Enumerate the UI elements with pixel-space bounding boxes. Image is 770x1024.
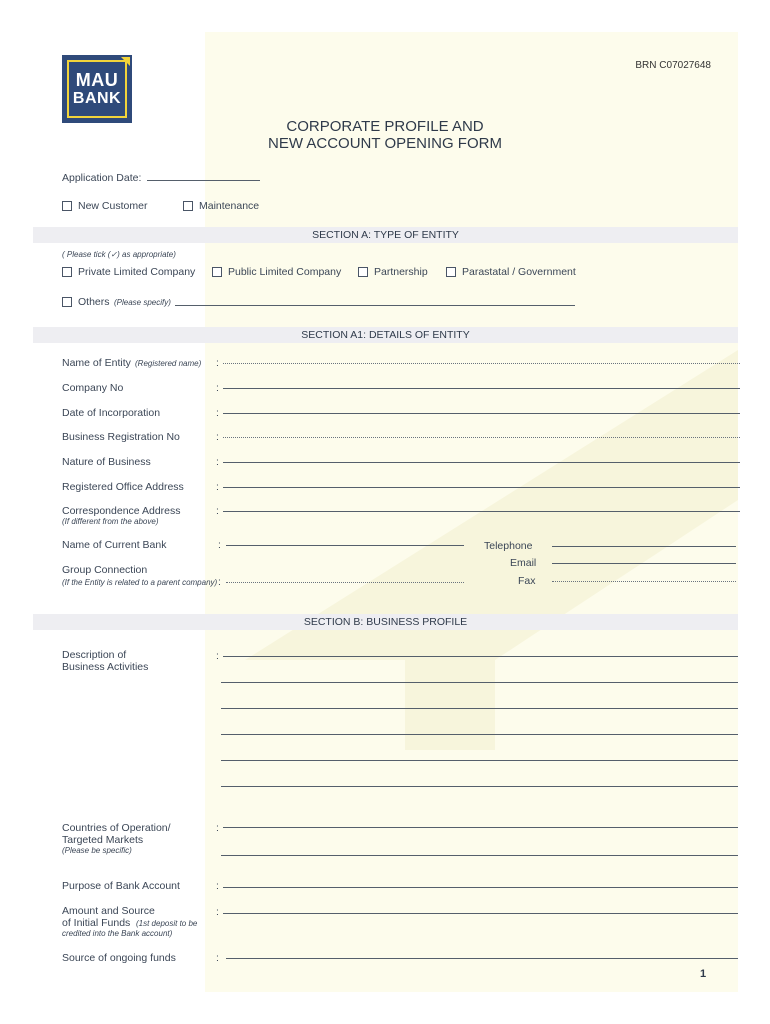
colon: : [216, 952, 219, 964]
email-field[interactable] [552, 563, 736, 564]
purpose-field[interactable] [223, 887, 738, 888]
colon: : [216, 481, 219, 493]
description-field-line4[interactable] [221, 734, 738, 735]
maintenance-checkbox[interactable] [183, 201, 193, 211]
form-title-line1: CORPORATE PROFILE AND [286, 118, 484, 135]
section-a-heading: SECTION A: TYPE OF ENTITY [33, 227, 738, 243]
colon: : [216, 382, 219, 394]
description-field-line3[interactable] [221, 708, 738, 709]
description-label-line1: Description of [62, 649, 127, 661]
others-checkbox[interactable] [62, 297, 72, 307]
amount-field[interactable] [223, 913, 738, 914]
group-connection-field[interactable] [226, 582, 464, 583]
countries-field-line1[interactable] [223, 827, 738, 828]
amount-label-line1: Amount and Source [62, 905, 155, 917]
description-field-line5[interactable] [221, 760, 738, 761]
ongoing-funds-field[interactable] [226, 958, 738, 959]
purpose-label: Purpose of Bank Account [62, 880, 180, 892]
company-no-label: Company No [62, 382, 124, 394]
colon: : [216, 822, 219, 834]
fax-field[interactable] [552, 581, 736, 582]
business-reg-no-field[interactable] [223, 437, 740, 438]
maintenance-label: Maintenance [199, 200, 260, 212]
group-connection-note: (If the Entity is related to a parent company) [62, 578, 218, 587]
countries-note: (Please be specific) [62, 846, 132, 855]
registered-address-label: Registered Office Address [62, 481, 184, 493]
countries-field-line2[interactable] [221, 855, 738, 856]
others-field[interactable] [175, 305, 575, 306]
description-field-line1[interactable] [223, 656, 738, 657]
others-label: Others [78, 296, 110, 308]
registered-address-field[interactable] [223, 487, 740, 488]
colon: : [216, 357, 219, 369]
colon: : [218, 576, 221, 588]
parastatal-label: Parastatal / Government [462, 266, 576, 278]
form-title [150, 118, 620, 152]
amount-note: credited into the Bank account) [62, 929, 173, 938]
current-bank-field[interactable] [226, 545, 464, 546]
watermark-shape [205, 330, 738, 750]
private-limited-checkbox[interactable] [62, 267, 72, 277]
logo-text-mau: MAU [75, 70, 119, 90]
fax-label: Fax [518, 575, 536, 587]
countries-label-line1: Countries of Operation/ [62, 822, 171, 834]
public-limited-checkbox[interactable] [212, 267, 222, 277]
telephone-label: Telephone [484, 540, 533, 552]
correspondence-address-field[interactable] [223, 511, 740, 512]
description-field-line6[interactable] [221, 786, 738, 787]
colon: : [218, 539, 221, 551]
correspondence-note: (If different from the above) [62, 517, 159, 526]
form-title-line2: NEW ACCOUNT OPENING FORM [268, 135, 502, 152]
telephone-field[interactable] [552, 546, 736, 547]
ongoing-funds-label: Source of ongoing funds [62, 952, 176, 964]
company-no-field[interactable] [223, 388, 740, 389]
current-bank-label: Name of Current Bank [62, 539, 167, 551]
parastatal-checkbox[interactable] [446, 267, 456, 277]
colon: : [216, 505, 219, 517]
application-date-label: Application Date: [62, 172, 142, 184]
application-date-field[interactable] [147, 180, 260, 181]
colon: : [216, 650, 219, 662]
entity-name-label: Name of Entity [62, 357, 131, 369]
partnership-checkbox[interactable] [358, 267, 368, 277]
group-connection-label: Group Connection [62, 564, 148, 576]
date-incorporation-label: Date of Incorporation [62, 407, 161, 419]
mau-bank-logo [62, 55, 132, 123]
countries-label-line2: Targeted Markets [62, 834, 144, 846]
tick-instruction: ( Please tick (✓) as appropriate) [62, 250, 176, 259]
public-limited-label: Public Limited Company [228, 266, 342, 278]
nature-business-label: Nature of Business [62, 456, 151, 468]
description-label-line2: Business Activities [62, 661, 149, 673]
logo-arrow-icon [121, 57, 130, 66]
date-incorporation-field[interactable] [223, 413, 740, 414]
new-customer-checkbox[interactable] [62, 201, 72, 211]
section-a1-heading: SECTION A1: DETAILS OF ENTITY [33, 327, 738, 343]
description-field-line2[interactable] [221, 682, 738, 683]
entity-name-note: (Registered name) [135, 359, 202, 368]
brn-number: BRN C07027648 [635, 60, 711, 71]
amount-label-line2: of Initial Funds [62, 917, 131, 929]
colon: : [216, 407, 219, 419]
entity-name-field[interactable] [223, 363, 740, 364]
colon: : [216, 431, 219, 443]
section-b-heading: SECTION B: BUSINESS PROFILE [33, 614, 738, 630]
amount-note-inline: (1st deposit to be [136, 919, 198, 928]
colon: : [216, 456, 219, 468]
correspondence-address-label: Correspondence Address [62, 505, 181, 517]
email-label: Email [510, 557, 537, 569]
business-reg-no-label: Business Registration No [62, 431, 180, 443]
nature-business-field[interactable] [223, 462, 740, 463]
logo-text-bank: BANK [72, 90, 122, 107]
partnership-label: Partnership [374, 266, 428, 278]
colon: : [216, 906, 219, 918]
private-limited-label: Private Limited Company [78, 266, 196, 278]
others-note: (Please specify) [114, 298, 171, 307]
new-customer-label: New Customer [78, 200, 148, 212]
colon: : [216, 880, 219, 892]
page-number: 1 [700, 968, 707, 980]
